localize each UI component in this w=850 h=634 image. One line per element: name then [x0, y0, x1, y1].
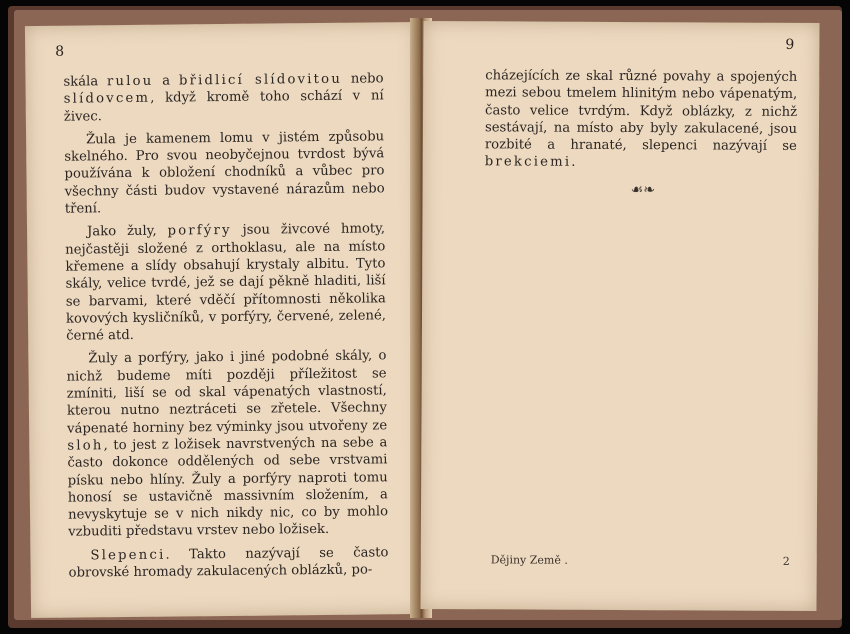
paragraph [68, 544, 388, 582]
footer-signature: 2 [782, 554, 790, 568]
text-run: cházejících ze skal různé povahy a spojených mezi sebou tmelem hlinitým nebo vápenatým, často velice tvrdým. Když oblázky, z nichž sestávají, na místo aby byly zakulacené, jsou rozbité a hranaté, slepenci nazývají se [484, 68, 798, 155]
footer-title: Dějiny Země . [490, 553, 568, 567]
text-run: Jako žuly, [86, 223, 168, 240]
ornament-icon: ☙❧ [630, 182, 655, 199]
text-run: a [153, 73, 180, 89]
left-page [25, 22, 423, 618]
spaced-term: rulou [106, 73, 154, 90]
text-run: Žula je kamenem lomu v jistém způsobu skelného. Pro svou neobyčejnou tvrdost bývá používána k obložení chodníků a vůbec pro všechny části budov vystavené nárazům nebo tření. [64, 129, 385, 217]
left-page-text [63, 70, 388, 582]
spaced-term: Slepenci [90, 547, 166, 564]
spaced-term: slídovcem [63, 91, 151, 107]
text-run: , to jest z ložisek navrstvených na sebe a často dokonce oddělených od sebe vrstvami písku nebo hlíny. Žuly a porfýry naproti tomu honosí se ustavičně massivním složením, a nevyskytuje se v nich nikdy nic, co by mohlo vzbuditi představu vrstev nebo ložisek. [67, 435, 389, 541]
spaced-term: břidlicí slídovitou [178, 71, 343, 89]
text-run: nebo [341, 71, 384, 87]
paragraph [66, 348, 388, 542]
text-run: . [571, 155, 576, 171]
right-page [420, 21, 819, 611]
spaced-term: brekciemi [484, 154, 572, 171]
spaced-term: sloh [67, 438, 104, 454]
left-page-number: 8 [55, 43, 65, 60]
paragraph [485, 67, 798, 172]
text-run: Žuly a porfýry, jako i jiné podobné skály, o nichž budeme míti později příležitost se zmíniti, liší se od skal vápenatých vlastností, kterou nutno neztráceti se zřetele. Všechny vápenaté horniny bez výminky jsou utvořeny ze [66, 348, 388, 437]
paragraph [65, 221, 386, 345]
spaced-term: porfýry [167, 223, 232, 239]
right-page-number: 9 [785, 36, 795, 53]
paragraph [63, 70, 384, 125]
right-page-text [485, 67, 798, 172]
paragraph [64, 128, 385, 218]
text-run: , když kromě toho schází v ní živec. [63, 88, 384, 125]
text-run: . Takto nazývají se často obrovské hromady zakulacených oblázků, po- [68, 545, 389, 581]
text-run: jsou živcové hmoty, nejčastěji složené z orthoklasu, ale na místo křemene a slídy obsahují krystaly albitu. Tyto skály, velice tvrdé, jež se dají pěkně hladiti, liší se barvami, které vděčí přítomnosti několika kovových kysličníků, v porfýry, červené, zelené, černé atd. [65, 221, 387, 344]
text-run: skála [63, 74, 108, 90]
